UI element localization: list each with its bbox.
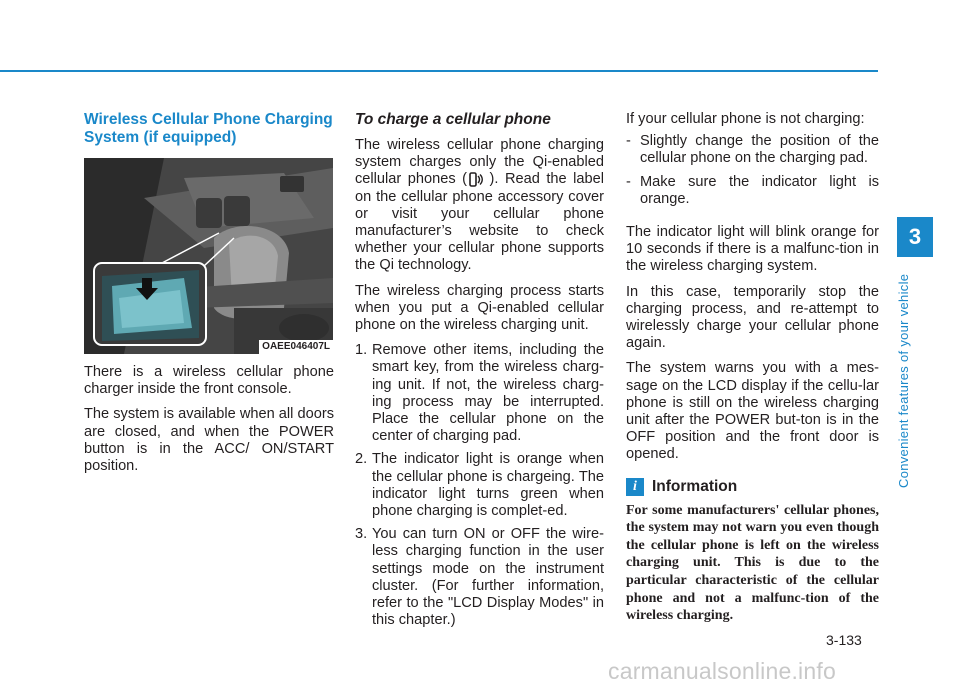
qi-charging-icon xyxy=(467,172,483,188)
section-title: Wireless Cellular Phone Charging System (if equipped) xyxy=(84,111,333,146)
step-text: You can turn ON or OFF the wire-less charging function in the user settings mode on the instrument cluster. (For further information, refer to the "LCD Display Modes" in this chapter.) xyxy=(372,526,604,629)
information-header xyxy=(626,478,879,496)
step-text: The indicator light is orange when the cellular phone is chargeing. The indicator light turns green when phone charging is complet-ed. xyxy=(372,451,604,520)
step-number: 3. xyxy=(355,526,368,543)
dash-item-text: Slightly change the position of the cellular phone on the charging pad. xyxy=(640,133,879,167)
chapter-title-vertical: Convenient features of your vehicle xyxy=(896,273,911,489)
middle-paragraph-2: The wireless charging process starts when you put a Qi-enabled cellular phone on the wireless charging unit. xyxy=(355,282,604,334)
left-paragraph-2: The system is available when all doors are closed, and when the POWER button is in the ACC/ ON/START position. xyxy=(84,406,334,475)
information-text: For some manufacturers' cellular phones, the system may not warn you even though the cellular phone is left on the wireless charging unit. This is due to the particular characteristic of the cellular phone and not a malfunc-tion of the wireless charging. xyxy=(626,502,879,624)
console-photo xyxy=(84,158,333,354)
watermark: carmanualsonline.info xyxy=(608,658,836,684)
console-illustration xyxy=(84,158,333,354)
top-rule xyxy=(0,70,878,72)
step-text: Remove other items, including the smart key, from the wireless charg-ing unit. If not, the wireless charg-ing process may be interrupted. Place the cellular phone on the center of charging pad. xyxy=(372,342,604,445)
chapter-number-tab: 3 xyxy=(897,217,933,257)
list-item: - Make sure the indicator light is orange. xyxy=(626,173,879,207)
intro-before-icon: The wireless cellular phone charging system charges only the Qi-enabled cellular phones ( xyxy=(355,137,604,188)
page-number: 3-133 xyxy=(826,632,862,648)
image-code: OAEE046407L xyxy=(259,340,333,354)
info-icon: i xyxy=(626,478,644,496)
step-number: 2. xyxy=(355,451,368,468)
step-number: 1. xyxy=(355,342,368,359)
right-paragraph-1: The indicator light will blink orange for 10 seconds if there is a malfunc-tion in the wireless charging system. xyxy=(626,224,879,275)
list-item: - Slightly change the position of the cellular phone on the charging pad. xyxy=(626,133,879,167)
right-lead: If your cellular phone is not charging: xyxy=(626,111,865,127)
middle-body xyxy=(355,137,604,635)
left-body xyxy=(84,364,334,483)
list-item xyxy=(355,342,604,445)
information-title: Information xyxy=(652,478,738,496)
list-item xyxy=(355,451,604,520)
steps-list xyxy=(355,342,604,629)
left-paragraph-1: There is a wireless cellular phone charger inside the front console. xyxy=(84,364,334,398)
intro-after-icon: ). Read the label on the cellular phone accessory cover or visit your cellular phone manufacturer’s website to check whether your cellular phone supports the Qi technology. xyxy=(355,171,604,274)
dash-item-text: Make sure the indicator light is orange. xyxy=(640,173,879,207)
troubleshoot-list xyxy=(626,133,879,208)
list-item xyxy=(355,526,604,629)
right-paragraph-2: In this case, temporarily stop the charging process, and re-attempt to wirelessly charge your cellular phone again. xyxy=(626,283,879,352)
right-paragraph-3: The system warns you with a mes-sage on the LCD display if the cellu-lar phone is still on the wireless charging unit after the POWER but-ton is in the OFF position and the front door is opened. xyxy=(626,360,879,463)
right-body xyxy=(626,111,879,625)
middle-intro xyxy=(355,137,604,275)
subsection-title: To charge a cellular phone xyxy=(355,111,551,128)
